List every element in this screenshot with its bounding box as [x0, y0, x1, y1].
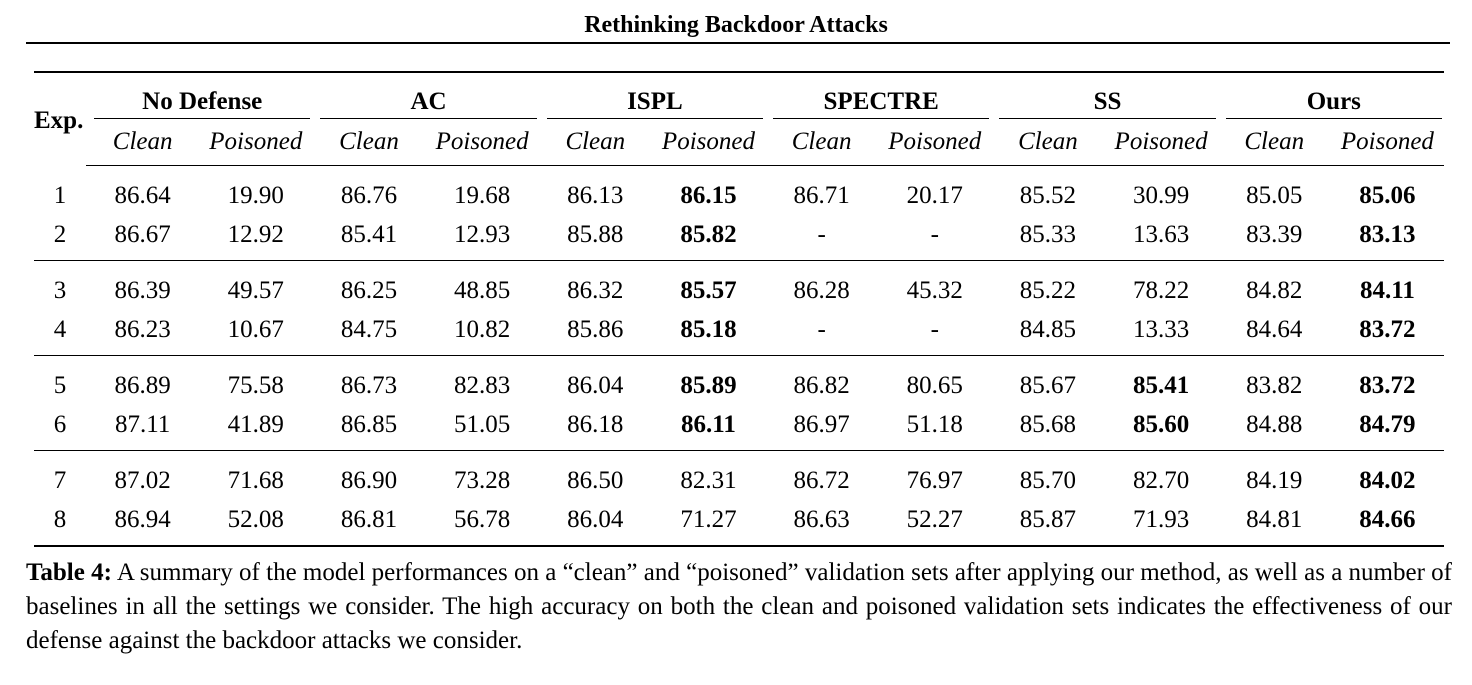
row-group [34, 356, 1444, 451]
table-cell: 45.32 [878, 261, 991, 312]
table-cell: 52.08 [199, 501, 312, 546]
table-cell: 85.82 [680, 221, 737, 248]
exp-cell: 6 [53, 411, 67, 438]
table-cell: 80.65 [878, 356, 991, 407]
exp-cell: 5 [34, 356, 86, 407]
subheader-cell: Clean [991, 119, 1104, 166]
table-cell: 86.89 [86, 356, 199, 407]
subheader-cell: Clean [539, 119, 652, 166]
table-cell: 82.31 [652, 451, 765, 502]
table-cell: 82.70 [1105, 451, 1218, 502]
table-cell: 71.93 [1105, 501, 1218, 546]
table-cell: 85.67 [991, 356, 1104, 407]
table-cell: 86.28 [765, 261, 878, 312]
table-cell: 86.23 [114, 316, 171, 343]
table-cell: 84.66 [1331, 501, 1444, 546]
table-cell: 84.19 [1218, 451, 1331, 502]
table-cell: - [930, 316, 939, 343]
subheader-cell: Poisoned [652, 119, 765, 166]
table-cell: 10.67 [227, 316, 284, 343]
exp-column-header: Exp. [34, 72, 86, 166]
table-cell: 85.88 [567, 221, 624, 248]
table-cell: 86.25 [312, 261, 425, 312]
table-cell: 83.13 [1359, 221, 1416, 248]
subheader-cell: Poisoned [878, 119, 991, 166]
table-cell: 85.89 [652, 356, 765, 407]
table-cell: 12.92 [227, 221, 284, 248]
table-cell: 13.33 [1132, 316, 1190, 343]
caption-label: Table 4: [26, 559, 112, 586]
table-cell: 86.73 [312, 356, 425, 407]
table-cell: 84.02 [1331, 451, 1444, 502]
results-table [34, 71, 1444, 547]
table-cell: 84.82 [1218, 261, 1331, 312]
table-cell: - [817, 221, 826, 248]
group-header-row [34, 72, 1444, 119]
table-cell: 84.81 [1218, 501, 1331, 546]
table-row [34, 311, 1444, 356]
table-cell: 85.86 [567, 316, 624, 343]
subheader-cell: Clean [86, 119, 199, 166]
table-cell: 85.22 [991, 261, 1104, 312]
table-cell: 84.85 [1019, 316, 1077, 343]
caption-text: A summary of the model performances on a “clean” and “poisoned” validation sets after applying our method, as well as a number of baselines in all the settings we consider. The high accuracy on both the clean and poisoned validation sets indicates the effectiveness of our defense against the backdoor attacks we consider. [26, 559, 1452, 654]
group-header: ISPL [539, 72, 765, 119]
table-cell: 56.78 [426, 501, 539, 546]
table-cell: 85.87 [991, 501, 1104, 546]
group-header: SS [991, 72, 1217, 119]
table-cell: 86.67 [114, 221, 171, 248]
table-cell: 86.76 [340, 182, 398, 209]
table-cell: 85.57 [652, 261, 765, 312]
group-header: Ours [1218, 72, 1444, 119]
table-cell: 48.85 [426, 261, 539, 312]
table-cell: 86.18 [567, 411, 624, 438]
group-header: No Defense [86, 72, 312, 119]
table-cell: 19.90 [227, 182, 284, 209]
table-cell: 86.64 [114, 182, 171, 209]
table-row [34, 166, 1444, 217]
table-cell: 84.11 [1331, 261, 1444, 312]
row-group [34, 166, 1444, 261]
table-cell: 84.75 [340, 316, 398, 343]
table-cell: 73.28 [426, 451, 539, 502]
table-cell: 86.72 [765, 451, 878, 502]
table-cell: 83.39 [1246, 221, 1303, 248]
table-cell: 83.72 [1359, 316, 1416, 343]
subheader-cell: Clean [765, 119, 878, 166]
table-cell: - [817, 316, 826, 343]
table-cell: 19.68 [454, 182, 511, 209]
table-cell: 71.27 [652, 501, 765, 546]
table-cell: 84.88 [1246, 411, 1303, 438]
table-cell: 86.13 [567, 182, 624, 209]
table-cell: 85.60 [1132, 411, 1190, 438]
subheader-cell: Clean [312, 119, 425, 166]
subheader-cell: Poisoned [1105, 119, 1218, 166]
table-cell: 85.05 [1246, 182, 1303, 209]
subheader-cell: Poisoned [1331, 119, 1444, 166]
table-cell: 83.72 [1331, 356, 1444, 407]
table-cell: 78.22 [1105, 261, 1218, 312]
table-row [34, 406, 1444, 451]
table-cell: 20.17 [906, 182, 963, 209]
subheader-cell: Poisoned [426, 119, 539, 166]
table-cell: 82.83 [426, 356, 539, 407]
table-cell: 86.81 [312, 501, 425, 546]
table-cell: 86.97 [793, 411, 850, 438]
table-cell: 85.18 [680, 316, 737, 343]
group-header: SPECTRE [765, 72, 991, 119]
header-rule [26, 42, 1450, 44]
table-cell: 86.04 [539, 356, 652, 407]
table-cell: 83.82 [1218, 356, 1331, 407]
table-cell: - [930, 221, 939, 248]
table-cell: 49.57 [199, 261, 312, 312]
table-cell: 86.04 [539, 501, 652, 546]
table-cell: 30.99 [1132, 182, 1190, 209]
table-cell: 86.11 [681, 411, 736, 438]
row-group [34, 451, 1444, 547]
table-cell: 86.71 [793, 182, 850, 209]
group-header: AC [312, 72, 538, 119]
exp-cell: 8 [34, 501, 86, 546]
running-title: Rethinking Backdoor Attacks [584, 12, 888, 38]
table-cell: 85.41 [340, 221, 398, 248]
table-cell: 85.06 [1359, 182, 1416, 209]
table-row [34, 216, 1444, 261]
table-cell: 86.85 [340, 411, 398, 438]
exp-cell: 3 [34, 261, 86, 312]
table-cell: 86.15 [680, 182, 737, 209]
table-cell: 71.68 [199, 451, 312, 502]
table-cell: 84.64 [1246, 316, 1303, 343]
table-cell: 86.90 [312, 451, 425, 502]
table-cell: 75.58 [199, 356, 312, 407]
exp-cell: 2 [53, 221, 67, 248]
table-cell: 87.11 [114, 411, 171, 438]
table-row [34, 356, 1444, 407]
table-cell: 51.05 [454, 411, 511, 438]
subheader-cell: Clean [1218, 119, 1331, 166]
table-cell: 76.97 [878, 451, 991, 502]
row-group [34, 261, 1444, 356]
table-cell: 85.68 [1019, 411, 1077, 438]
table-caption [26, 556, 1452, 658]
table-cell: 85.70 [991, 451, 1104, 502]
subheader-row [34, 119, 1444, 166]
table-cell: 12.93 [454, 221, 511, 248]
table-cell: 85.52 [1019, 182, 1077, 209]
table-cell: 86.32 [539, 261, 652, 312]
table-cell: 86.39 [86, 261, 199, 312]
table-cell: 84.79 [1359, 411, 1416, 438]
table-cell: 86.94 [86, 501, 199, 546]
table-cell: 85.33 [1019, 221, 1077, 248]
exp-cell: 1 [53, 181, 67, 209]
table-cell: 13.63 [1132, 221, 1190, 248]
table-row [34, 501, 1444, 546]
table-row [34, 261, 1444, 312]
table-cell: 86.82 [765, 356, 878, 407]
table-cell: 85.41 [1105, 356, 1218, 407]
exp-cell: 7 [34, 451, 86, 502]
table-cell: 10.82 [454, 316, 511, 343]
table-cell: 41.89 [227, 411, 284, 438]
table-cell: 86.63 [765, 501, 878, 546]
table-cell: 86.50 [539, 451, 652, 502]
table-cell: 87.02 [86, 451, 199, 502]
exp-cell: 4 [53, 316, 67, 343]
table-cell: 51.18 [906, 411, 963, 438]
table-row [34, 451, 1444, 502]
subheader-cell: Poisoned [199, 119, 312, 166]
table-cell: 52.27 [878, 501, 991, 546]
